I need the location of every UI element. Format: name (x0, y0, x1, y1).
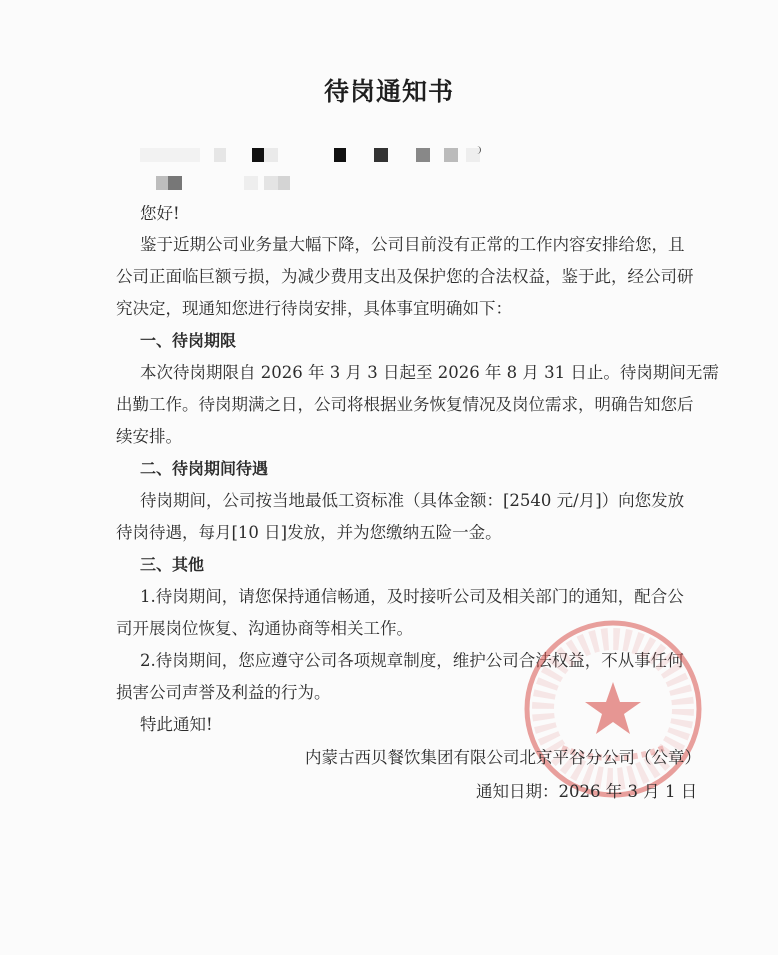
section-heading: 一、待岗期限 (140, 331, 237, 350)
redacted-recipient-line-1 (140, 148, 490, 162)
section-line: 司开展岗位恢复、沟通协商等相关工作。 (116, 619, 413, 638)
section-line: 2.待岗期间，您应遵守公司各项规章制度，维护公司合法权益，不从事任何 (140, 651, 684, 670)
company-signature: 内蒙古西贝餐饮集团有限公司北京平谷分公司（公章） (305, 748, 701, 767)
company-seal-icon (522, 618, 704, 800)
section-line: 本次待岗期限自 2026 年 3 月 3 日起至 2026 年 8 月 31 日止。待岗期间无需 (140, 363, 719, 382)
section-line: 出勤工作。待岗期满之日，公司将根据业务恢复情况及岗位需求，明确告知您后 (116, 395, 694, 414)
section-line: 待岗期间，公司按当地最低工资标准（具体金额：[2540 元/月]）向您发放 (140, 491, 685, 510)
document-title: 待岗通知书 (323, 77, 454, 106)
section-line: 1.待岗期间，请您保持通信畅通，及时接听公司及相关部门的通知，配合公 (140, 587, 684, 606)
section-heading: 二、待岗期间待遇 (140, 459, 269, 478)
intro-line: 鉴于近期公司业务量大幅下降，公司目前没有正常的工作内容安排给您，且 (140, 235, 685, 254)
section-heading: 三、其他 (140, 555, 205, 574)
intro-line: 究决定，现通知您进行待岗安排，具体事宜明确如下： (116, 299, 512, 318)
section-line: 损害公司声誉及利益的行为。 (116, 683, 331, 702)
section-line: 续安排。 (116, 427, 182, 446)
greeting: 您好! (140, 204, 180, 223)
section-line: 待岗待遇，每月[10 日]发放，并为您缴纳五险一金。 (116, 523, 502, 542)
intro-line: 公司正面临巨额亏损，为减少费用支出及保护您的合法权益，鉴于此，经公司研 (116, 267, 694, 286)
redacted-recipient-line-2 (156, 176, 296, 190)
notice-date: 通知日期：2026 年 3 月 1 日 (476, 782, 698, 801)
closing: 特此通知! (140, 715, 213, 734)
